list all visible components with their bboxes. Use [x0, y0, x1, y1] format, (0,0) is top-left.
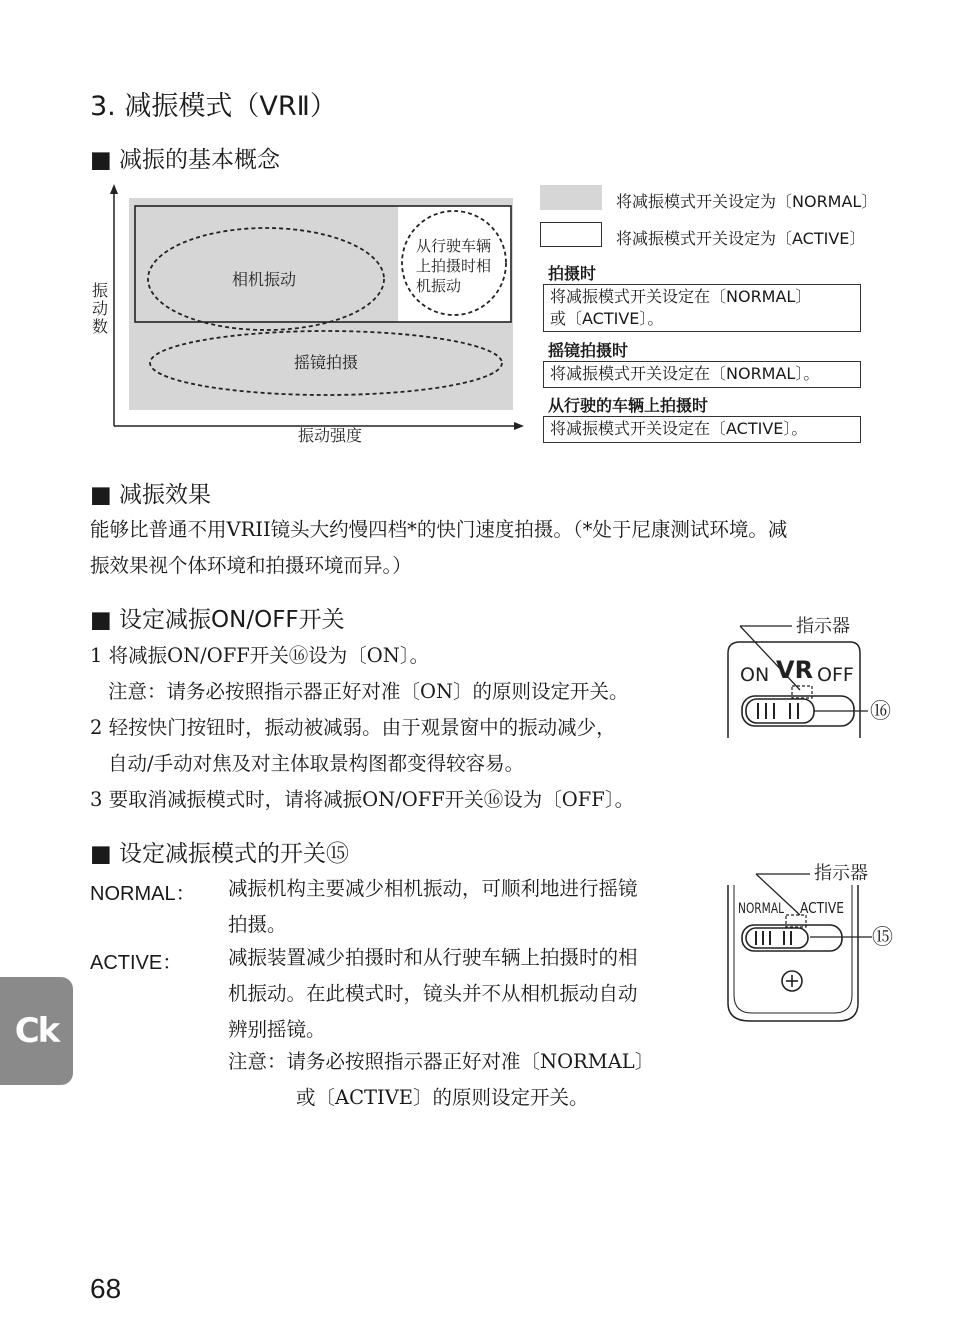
effect-line-2: 振效果视个体环境和拍摄环境而异。）: [90, 554, 412, 577]
legend-normal-swatch: [540, 185, 602, 210]
normal-line-1: 减振机构主要减少相机振动，可顺利地进行摇镜: [228, 877, 638, 900]
onoff-heading: ■ 设定减振ON/OFF开关: [90, 607, 345, 633]
case-vehicle-heading: 从行驶的车辆上拍摄时: [548, 396, 709, 415]
legend-active-swatch: [540, 222, 602, 247]
x-axis-label: 振动强度: [297, 426, 363, 445]
y-axis-label-2: 动: [91, 299, 109, 318]
active-line-1: 减振装置减少拍摄时和从行驶车辆上拍摄时的相: [228, 946, 638, 969]
normal-line-2: 拍摄。: [228, 913, 287, 936]
case-vehicle-box: [543, 416, 861, 443]
on-label: ON: [740, 664, 770, 686]
vehicle-label-line-2: 上拍摄时相: [416, 257, 492, 275]
effect-paragraph: [90, 512, 910, 584]
legend-normal-text: 将减振模式开关设定为〔NORMAL〕: [616, 192, 878, 211]
page-number: 68: [90, 1273, 122, 1304]
case-vehicle-line-1: 将减振模式开关设定在〔ACTIVE〕。: [550, 419, 808, 438]
switch-knob[interactable]: [746, 699, 814, 723]
basic-concept-heading: ■ 减振的基本概念: [90, 147, 281, 173]
onoff-indicator-label: 指示器: [796, 616, 850, 637]
off-label: OFF: [817, 664, 854, 686]
case-shooting-line-2: 或〔ACTIVE〕。: [550, 309, 664, 328]
section-title: 3. 减振模式（VRⅡ）: [90, 91, 337, 122]
mode-indicator-label: 指示器: [814, 863, 868, 884]
active-switch-label: ACTIVE: [800, 899, 844, 917]
mode-note-line-2: 或〔ACTIVE〕的原则设定开关。: [296, 1086, 589, 1109]
y-axis-arrow: [110, 184, 118, 194]
vehicle-label-line-3: 机振动: [416, 277, 462, 295]
language-side-tab-label: Ck: [14, 1011, 59, 1051]
camera-shake-label: 相机振动: [231, 270, 297, 289]
onoff-step-2: 2 轻按快门按钮时，振动被减弱。由于观景窗中的振动减少，: [90, 716, 616, 739]
legend-active-text: 将减振模式开关设定为〔ACTIVE〕: [616, 229, 866, 248]
onoff-step-2-cont: 自动/手动对焦及对主体取景构图都变得较容易。: [108, 752, 525, 775]
case-panning-box: [543, 361, 861, 388]
panning-label: 摇镜拍摄: [293, 353, 359, 372]
y-axis-label-3: 数: [91, 317, 109, 336]
active-line-2: 机振动。在此模式时，镜头并不从相机振动自动: [228, 982, 638, 1005]
mode-heading: ■ 设定减振模式的开关⑮: [90, 841, 350, 867]
effect-line-1: 能够比普通不用VRII镜头大约慢四档*的快门速度拍摄。（*处于尼康测试环境。减: [90, 518, 788, 541]
normal-description: [228, 871, 708, 943]
callout-15: ⑮: [872, 925, 893, 949]
vr-label: VR: [776, 656, 814, 684]
case-panning-heading: 摇镜拍摄时: [548, 341, 629, 360]
case-shooting-box: [543, 284, 861, 332]
mode-note: [228, 1044, 708, 1116]
onoff-switch-figure: [720, 608, 900, 743]
case-shooting-line-1: 将减振模式开关设定在〔NORMAL〕: [550, 287, 812, 306]
y-axis-label-1: 振: [91, 281, 109, 300]
onoff-note: 注意：请务必按照指示器正好对准〔ON〕的原则设定开关。: [108, 680, 629, 703]
effect-heading: ■ 减振效果: [90, 482, 212, 508]
concept-diagram: [86, 180, 536, 450]
x-axis-arrow: [514, 422, 524, 430]
mode-note-line-1: 注意：请务必按照指示器正好对准〔NORMAL〕: [228, 1050, 655, 1073]
onoff-step-3: 3 要取消减振模式时，请将减振ON/OFF开关⑯设为〔OFF〕。: [90, 788, 635, 811]
active-description: [228, 940, 708, 1048]
onoff-step-1: 1 将减振ON/OFF开关⑯设为〔ON〕。: [90, 644, 430, 667]
mode-switch-figure: [720, 855, 900, 1025]
onoff-instructions: [90, 638, 710, 818]
vehicle-label-line-1: 从行驶车辆: [416, 237, 492, 255]
case-panning-line-1: 将减振模式开关设定在〔NORMAL〕。: [550, 364, 820, 383]
callout-16: ⑯: [870, 699, 891, 723]
case-shooting-heading: 拍摄时: [548, 264, 597, 283]
normal-label: NORMAL：: [90, 883, 196, 905]
active-line-3: 辨别摇镜。: [228, 1018, 326, 1041]
active-label: ACTIVE：: [90, 952, 183, 974]
normal-switch-label: NORMAL: [738, 901, 785, 917]
